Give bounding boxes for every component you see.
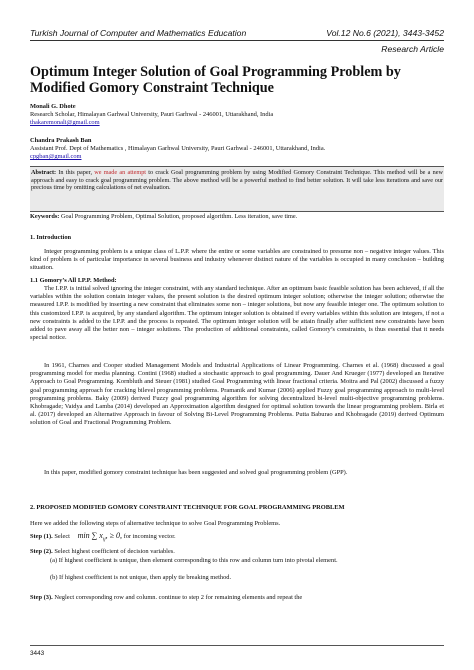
section-2-intro: Here we added the following steps of alternative technique to solve Goal Programming Problems.: [30, 520, 281, 527]
step-2: [30, 548, 175, 556]
abstract-box: [30, 166, 444, 212]
intro-paragraph: Integer programming problem is a unique class of L.P.P. where the entire or some variables are constrained to presume non – negative integer values. This kind of problem is of particular importance in several business and industry whenever distinct nature of the variables is occupied in many conclusion – building situation.: [30, 248, 444, 272]
step-2b: (b) If highest coefficient is not unique, then apply tie breaking method.: [50, 574, 232, 581]
running-header: [30, 28, 444, 38]
step-2-text: Select highest coefficient of decision variables.: [52, 548, 175, 555]
author-email-link[interactable]: cpgban@gmail.com: [30, 153, 82, 160]
step-2a: (a) If highest coefficient is unique, then element corresponding to this row and column turn into pivotal element.: [50, 557, 338, 564]
author-block-2: [30, 137, 325, 161]
step-1-text: Select: [52, 533, 70, 540]
keywords-line: [30, 213, 297, 220]
step-3: [30, 594, 444, 602]
paper-title: Optimum Integer Solution of Goal Programming Problem by Modified Gomory Constraint Technique: [30, 64, 401, 96]
abstract-highlight: we made an attempt: [94, 169, 147, 176]
author-name: Monali G. Dhote: [30, 103, 76, 110]
article-type: Research Article: [381, 44, 444, 54]
step-2-label: Step (2).: [30, 548, 53, 555]
step-3-label: Step (3).: [30, 594, 53, 601]
section-heading-intro: 1. Introduction: [30, 234, 72, 241]
step-1-label: Step (1).: [30, 533, 53, 540]
volume-info: Vol.12 No.6 (2021), 3443-3452: [326, 28, 444, 38]
paper-aim-paragraph: In this paper, modified gomory constraint technique has been suggested and solved goal programming problem (GPP).: [44, 469, 348, 476]
author-affiliation: Research Scholar, Himalayan Garhwal University, Pauri Garhwal - 246001, Uttarakhand, India: [30, 111, 274, 118]
paper-page: [30, 0, 444, 670]
section-heading-2: 2. PROPOSED MODIFIED GOMORY CONSTRAINT TECHNIQUE FOR GOAL PROGRAMMING PROBLEM: [30, 504, 345, 511]
literature-paragraph: In 1961, Charnes and Cooper studied Management Models and Industrial Applications of Linear Programming. Charnes et al. (1968) discussed a goal programming model for media planning. Contini (1968) studied a stochastic approach to goal programming. Dauer And Krueger (1977) developed an Iterative Approach to Goal Programming. Kornbluth and Steuer (1981) studied Goal Programming with linear fractional criteria. Moitra and Pal (2002) discussed a fuzzy goal programming approach for cracking bilevel programming problems. Pramanik and Kumar (2006) applied Fuzzy goal programming approach to multi-level programming problems. Baky (2009) derived Fuzzy goal programming algorithm for solving decentralized bi-level multi-objective programming problems. Khobragade; Vaidya and Lamba (2014) developed an Approximation algorithm designed for optimal solution towards the linear programming problem. Birla et al. (2017) developed an Alternative Approach in favour of Solving Bi-Level Programming Problems. Putta Baburao and Khobragade (2019) derived Optimum solution of Goal and Fractional Programming Problem.: [30, 362, 444, 427]
author-email-link[interactable]: thakaremonali@gmail.com: [30, 119, 100, 126]
footer-rule: [30, 645, 444, 646]
step-1-tail: for incoming vector.: [122, 533, 176, 540]
keywords-label: Keywords:: [30, 213, 60, 220]
section-heading-gomory: 1.1 Gomory’s All I.P.P. Method:: [30, 277, 117, 284]
abstract-label: Abstract:: [31, 169, 57, 176]
gomory-paragraph: The I.P.P. is initial solved ignoring the integer constraint, with any standard technique. After an optimum basic feasible solution has been achieved, if all the variables within the solution contain integer values, the present solution is the desired optimum integer solution; otherwise the integer solution; otherwise the measured I.P.P. is modified by inserting a new constraint that eliminates some non – integer solutions, but now any feasible integer one. The optimum solution to this customized I.P.P. is acquired, by any standard algorithm. The optimum integer solution is obtained if every variables within this solution are integers, if not a new constraints is added to the I.P.P. and the process is repeated. The optimum integer solution will be attain finally after sufficient new constraints have been added to pave away all the better non – integer solutions. The production of additional constraints, called Gomory’s constraints, is thus essential that it needs special notice.: [30, 285, 444, 342]
abstract-lead: In this paper,: [56, 169, 95, 176]
page-number: 3443: [30, 650, 45, 657]
step-1-formula: min ∑ $x_{ij}$, ≥ 0,: [77, 531, 122, 543]
journal-name: Turkish Journal of Computer and Mathematics Education: [30, 28, 247, 38]
author-name: Chandra Prakash Ban: [30, 137, 92, 144]
step-3-text: Neglect corresponding row and column. continue to step 2 for remaining elements and repeat the: [52, 594, 303, 601]
step-1: [30, 532, 176, 545]
author-block-1: [30, 103, 273, 127]
keywords-text: Goal Programming Problem, Optimal Solution, proposed algorithm. Less iteration, save time.: [59, 213, 298, 220]
header-rule: [30, 40, 444, 41]
author-affiliation: Assistant Prof. Dept of Mathematics , Himalayan Garhwal University, Pauri Garhwal - 246001, Uttarakhand, India.: [30, 145, 326, 152]
abstract-body: to crack Goal programming problem by using Modified Gomory Constraint Technique. This method will be a new approach and easy to crack goal programming problem. The above method will be a powerful method to find better solution. It will take less iterations and save our precious time by omitting calculations of net evaluation.: [31, 169, 443, 192]
